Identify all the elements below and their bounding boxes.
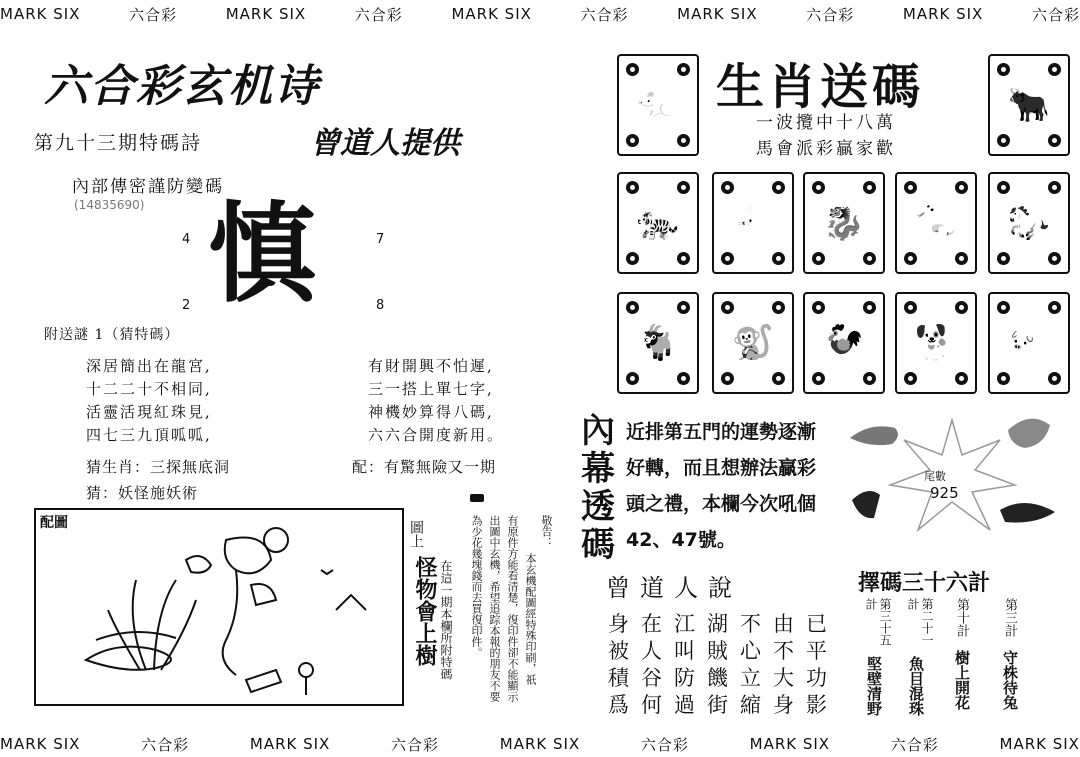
border-item: 六合彩 [1031, 5, 1080, 24]
horse-icon: 🐎 [1007, 203, 1051, 243]
dragon-icon: 🐉 [822, 203, 866, 243]
poem-line: 深居簡出在龍宮, [86, 357, 212, 375]
caption-a: 圖上 [408, 520, 424, 548]
picture-label: 配圖 [40, 515, 68, 531]
poem-line: 三一搭上單七字, [368, 380, 494, 398]
card-pip [997, 134, 1010, 147]
inside-title-char: 透 [581, 487, 615, 527]
inside-title-char: 幕 [581, 449, 615, 489]
zodiac-title: 生肖送碼 [716, 59, 925, 115]
card-pip [997, 181, 1010, 194]
card-pip [955, 181, 968, 194]
card-pip [955, 252, 968, 265]
card-pip [997, 63, 1010, 76]
rat-icon: 🐀 [636, 85, 680, 125]
zodiac-line-1: 一波攬中十八萬 [756, 113, 896, 133]
saying-row: 爲何過街縮身影 [608, 693, 839, 717]
card-pip [677, 134, 690, 147]
card-pip [626, 181, 639, 194]
zodiac-card [712, 172, 794, 274]
goat-icon: 🐐 [636, 323, 680, 363]
border-item: MARK SIX [749, 735, 831, 753]
card-pip [721, 301, 734, 314]
border-item: 六合彩 [640, 735, 689, 754]
card-pip [626, 134, 639, 147]
zodiac-card [988, 172, 1070, 274]
card-pip [677, 301, 690, 314]
card-pip [1048, 134, 1061, 147]
border-item: MARK SIX [0, 5, 81, 23]
zodiac-card [617, 292, 699, 394]
zodiac-card [803, 172, 885, 274]
attached-guess: 附送謎 1（猜特碼） [44, 327, 180, 343]
border-item: MARK SIX [0, 735, 81, 753]
ox-icon: 🐂 [1007, 85, 1051, 125]
card-pip [1048, 63, 1061, 76]
card-pip [863, 181, 876, 194]
inside-title-char: 碼 [581, 525, 615, 565]
zodiac-card [988, 292, 1070, 394]
card-pip [626, 252, 639, 265]
strategy [864, 598, 892, 716]
strategy-text: 守株待兔 [1001, 650, 1019, 710]
zodiac-card [617, 172, 699, 274]
card-pip [677, 63, 690, 76]
poem-line: 六六合開度新用。 [368, 426, 505, 444]
poem-line: 四七三九頂呱呱, [86, 426, 212, 444]
poem-line: 有財開興不怕遲, [368, 357, 494, 375]
tail-number-burst [840, 400, 1065, 550]
card-pip [997, 252, 1010, 265]
poem-line: 神機妙算得八碼, [368, 403, 494, 421]
card-pip [904, 301, 917, 314]
zodiac-card [895, 172, 977, 274]
inside-line: 近排第五門的運勢逐漸 [626, 421, 817, 443]
poem-line: 活靈活現紅珠見, [86, 403, 212, 421]
border-item: 六合彩 [391, 735, 440, 754]
strategy-text: 樹上開花 [953, 650, 971, 710]
card-pip [626, 63, 639, 76]
saying-row: 被人叫賊心不平 [608, 639, 839, 663]
card-pip [1048, 181, 1061, 194]
top-border [0, 3, 1080, 25]
zodiac-card [803, 292, 885, 394]
border-item: 六合彩 [806, 5, 855, 24]
snake-icon: 🐍 [914, 203, 958, 243]
card-pip [812, 372, 825, 385]
inside-title-char: 內 [581, 411, 615, 451]
border-item: MARK SIX [902, 5, 984, 23]
card-pip [863, 301, 876, 314]
inside-line: 42、47號。 [626, 529, 736, 551]
border-item: 六合彩 [141, 735, 190, 754]
notice-title: 敬告： [540, 515, 553, 548]
card-pip [812, 181, 825, 194]
zodiac-card [988, 54, 1070, 156]
border-item: 六合彩 [354, 5, 403, 24]
tail-label: 尾數 [924, 470, 946, 483]
card-pip [955, 301, 968, 314]
poem-right [368, 355, 504, 447]
big-character: 慎 [208, 192, 317, 317]
poem-line: 十二二十不相同, [86, 380, 212, 398]
card-pip [721, 252, 734, 265]
rabbit-icon: 🐇 [731, 203, 775, 243]
picture-box [34, 508, 404, 706]
card-pip [904, 372, 917, 385]
card-pip [1048, 372, 1061, 385]
card-pip [721, 372, 734, 385]
strategy-number: 第三計 [1002, 598, 1017, 637]
card-pip [677, 252, 690, 265]
card-pip [812, 252, 825, 265]
strategy [906, 598, 934, 716]
zodiac-card [895, 292, 977, 394]
corner-number: 7 [376, 232, 385, 247]
card-pip [863, 372, 876, 385]
strategy-text: 魚目混珠 [907, 656, 925, 716]
strategy-text: 堅壁清野 [865, 656, 883, 716]
card-pip [772, 301, 785, 314]
caption-b: 怪物會上樹 [412, 556, 438, 666]
secret-line: 內部傳密謹防變碼 [72, 177, 224, 197]
notice-col: 本玄機配圖經特殊印刷，祇 [524, 553, 537, 685]
card-pip [677, 181, 690, 194]
strategy [952, 598, 973, 710]
inside-text [626, 414, 816, 558]
card-pip [955, 372, 968, 385]
mystery-illustration [36, 510, 402, 704]
saying-row: 身在江湖不由已 [608, 612, 839, 636]
caption-c: 在這一期本欄所附特碼 [439, 560, 453, 680]
page-title: 六合彩玄机诗 [44, 61, 320, 112]
strategy-number: 第三十五計 [864, 598, 892, 646]
saying-row: 積谷防饑立大功 [608, 666, 839, 690]
inside-line: 好轉，而且想辦法贏彩 [626, 457, 817, 479]
guess-zodiac: 猜生肖：三探無底洞 [86, 458, 231, 476]
card-pip [997, 301, 1010, 314]
saying-block [608, 608, 839, 716]
border-item: 六合彩 [129, 5, 178, 24]
notice-col: 出圖中玄機，希望追踪本報的朋友不要 [488, 515, 501, 702]
card-pip [863, 252, 876, 265]
card-pip [904, 252, 917, 265]
issue-title: 第九十三期特碼詩 [34, 132, 203, 154]
corner-number: 2 [182, 298, 191, 313]
card-pip [997, 372, 1010, 385]
corner-number: 8 [376, 298, 385, 313]
inside-line: 頭之禮，本欄今次吼個 [626, 493, 817, 515]
card-pip [721, 181, 734, 194]
corner-number: 4 [182, 232, 191, 247]
tail-value: 925 [930, 484, 959, 502]
notice-col: 為少花幾塊錢而去買復印件。 [470, 515, 483, 658]
strategy-number: 第十計 [954, 598, 969, 637]
card-pip [904, 181, 917, 194]
strategy [1000, 598, 1021, 710]
border-item: MARK SIX [677, 5, 758, 23]
zodiac-card [712, 292, 794, 394]
card-pip [772, 372, 785, 385]
border-item: MARK SIX [225, 5, 307, 23]
bottom-border [0, 733, 1080, 755]
saying-title: 曾道人說 [606, 574, 742, 602]
divider-mark [470, 494, 484, 502]
card-pip [1048, 252, 1061, 265]
card-pip [1048, 301, 1061, 314]
card-pip [626, 301, 639, 314]
rooster-icon: 🐓 [822, 323, 866, 363]
card-pip [812, 301, 825, 314]
card-pip [626, 372, 639, 385]
strategy-number: 第二十一計 [906, 598, 934, 646]
monkey-icon: 🐒 [731, 323, 775, 363]
pig-icon: 🐖 [1007, 323, 1051, 363]
guess-line: 猜：妖怪施妖術 [86, 484, 199, 502]
zodiac-line-2: 馬會派彩贏家歡 [756, 139, 896, 159]
strategy-title: 擇碼三十六計 [858, 571, 991, 596]
card-pip [772, 181, 785, 194]
poem-left [86, 355, 212, 447]
inside-title [578, 412, 618, 564]
tiger-icon: 🐅 [636, 203, 680, 243]
guess-match: 配：有驚無險又一期 [352, 458, 497, 476]
dog-icon: 🐕 [914, 323, 958, 363]
border-item: MARK SIX [499, 735, 581, 753]
zodiac-card [617, 54, 699, 156]
card-pip [677, 372, 690, 385]
phone-number: (14835690) [74, 198, 145, 212]
border-item: MARK SIX [249, 735, 331, 753]
border-item: MARK SIX [451, 5, 532, 23]
border-item: 六合彩 [580, 5, 629, 24]
border-item: MARK SIX [999, 735, 1080, 753]
provider-title: 曾道人提供 [310, 126, 460, 161]
card-pip [772, 252, 785, 265]
border-item: 六合彩 [890, 735, 939, 754]
notice-col: 有原件方能看清楚，復印件卻不能顯示 [506, 515, 519, 702]
